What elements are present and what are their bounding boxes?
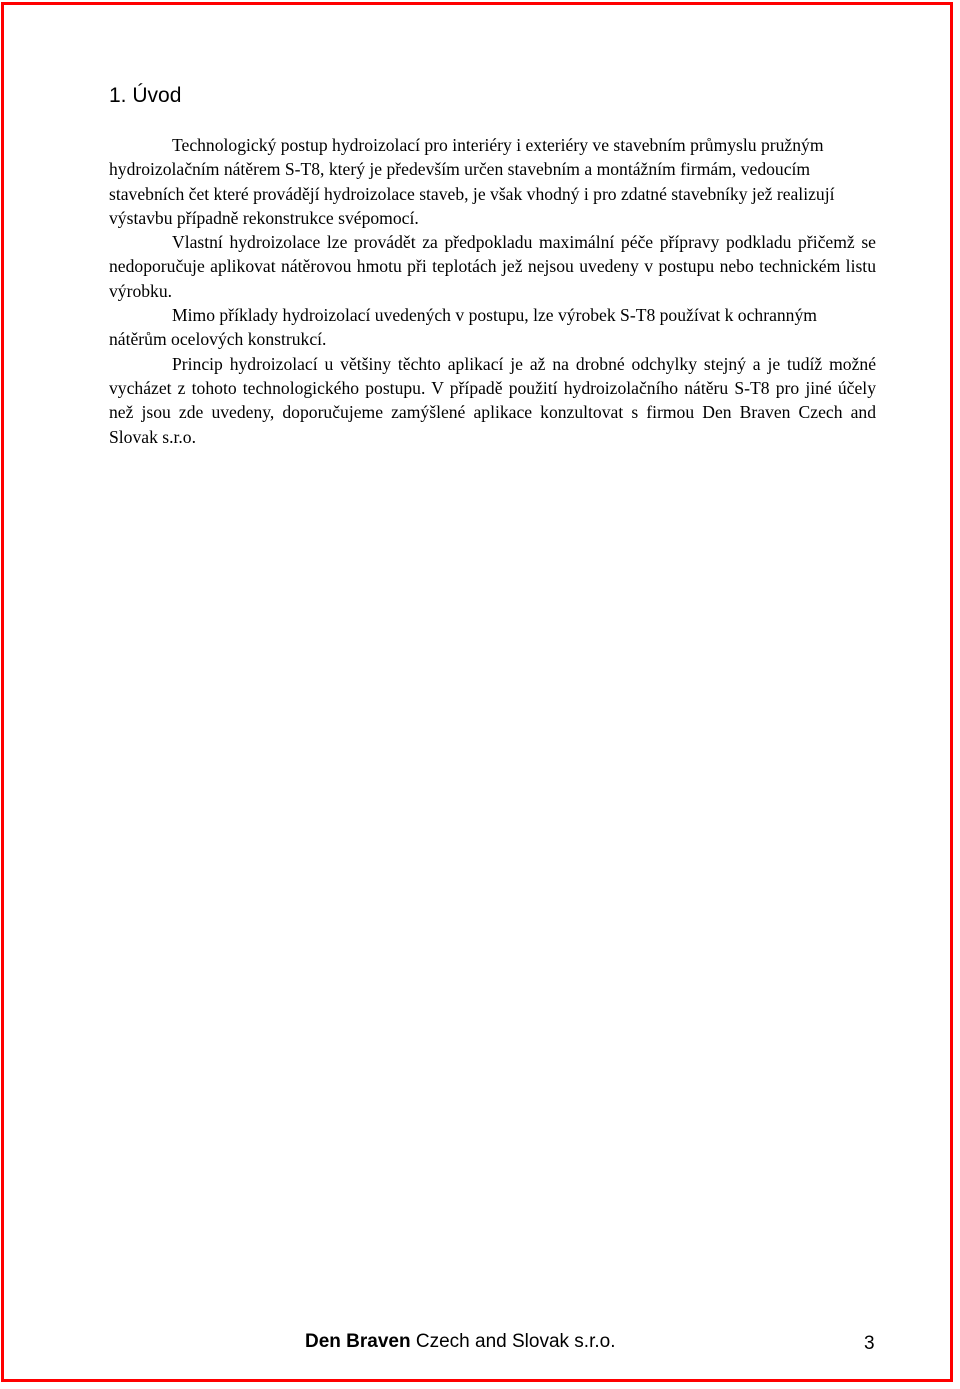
- body-text: [109, 133, 876, 449]
- paragraph-steel-coating: Mimo příklady hydroizolací uvedených v postupu, lze výrobek S-T8 používat k ochranným nátěrům ocelových konstrukcí.: [109, 305, 817, 350]
- paragraph-principle: Princip hydroizolací u většiny těchto aplikací je až na drobné odchylky stejný a je tudíž možné vycházet z tohoto technologického postupu. V případě použití hydroizolačního nátěru S-T8 pro jiné účely než jsou zde uvedeny, doporučujeme zamýšlené aplikace konzultovat s firmou Den Braven Czech and Slovak s.r.o.: [109, 353, 876, 447]
- paragraph-intro: Technologický postup hydroizolací pro interiéry i exteriéry ve stavebním průmyslu pružným hydroizolačním nátěrem S-T8, který je především určen stavebním a montážním firmám, vedoucím stavebních čet které provádějí hydroizolace staveb, je však vhodný i pro zdatné stavebníky jež realizují výstavbu případně rekonstrukce svépomocí.: [109, 135, 835, 228]
- page-number: 3: [864, 1333, 875, 1354]
- paragraph-preparation: Vlastní hydroizolace lze provádět za předpokladu maximální péče přípravy podkladu přičemž se nedoporučuje aplikovat nátěrovou hmotu při teplotách jež nejsou uvedeny v postupu nebo technickém listu výrobku.: [109, 232, 876, 301]
- footer-company-rest: Czech and Slovak s.r.o.: [410, 1331, 616, 1352]
- section-heading: 1. Úvod: [109, 84, 182, 107]
- footer-brand: Den Braven: [305, 1331, 411, 1352]
- footer-company: [305, 1329, 616, 1355]
